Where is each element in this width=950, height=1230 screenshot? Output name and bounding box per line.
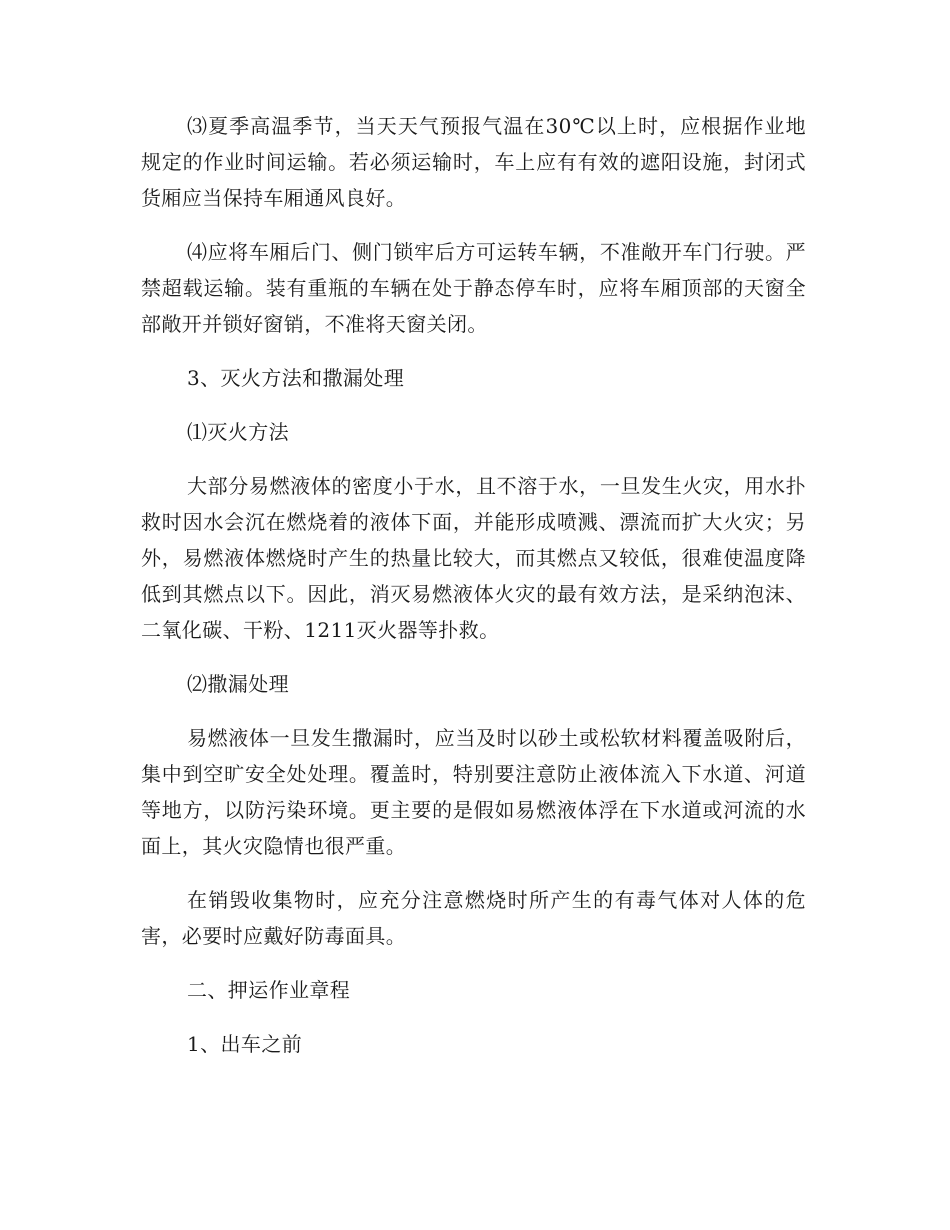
paragraph-fire-method: 大部分易燃液体的密度小于水，且不溶于水，一旦发生火灾，用水扑救时因水会沉在燃烧着的液体下面，并能形成喷溅、漂流而扩大火灾；另外，易燃液体燃烧时产生的热量比较大，而其燃点又较低，很难使温度降低到其燃点以下。因此，消灭易燃液体火灾的最有效方法，是采纳泡沫、二氧化碳、干粉、1211灭火器等扑救。 [141, 474, 806, 642]
subheading-spill-handling: ⑵撒漏处理 [187, 672, 289, 696]
section-heading-escort-rules: 二、押运作业章程 [187, 978, 351, 1002]
paragraph-door-lock: ⑷应将车厢后门、侧门锁牢后方可运转车辆，不准敞开车门行驶。严禁超载运输。装有重瓶的车辆在处于静态停车时，应将车厢顶部的天窗全部敞开并锁好窗销，不准将天窗关闭。 [141, 240, 806, 336]
section-heading-fire-spill: 3、灭火方法和撒漏处理 [187, 366, 405, 390]
paragraph-summer-transport: ⑶夏季高温季节，当天天气预报气温在30℃以上时，应根据作业地规定的作业时间运输。若必须运输时，车上应有有效的遮阳设施，封闭式货厢应当保持车厢通风良好。 [141, 114, 806, 210]
paragraph-spill-handling: 易燃液体一旦发生撒漏时，应当及时以砂土或松软材料覆盖吸附后，集中到空旷安全处处理。覆盖时，特别要注意防止液体流入下水道、河道等地方，以防污染环境。更主要的是假如易燃液体浮在下水道或河流的水面上，其火灾隐情也很严重。 [141, 726, 806, 858]
subheading-fire-method: ⑴灭火方法 [187, 420, 289, 444]
paragraph-destroy-collected: 在销毁收集物时，应充分注意燃烧时所产生的有毒气体对人体的危害，必要时应戴好防毒面具。 [141, 888, 806, 948]
subheading-before-departure: 1、出车之前 [187, 1032, 303, 1056]
document-body [141, 108, 806, 1080]
